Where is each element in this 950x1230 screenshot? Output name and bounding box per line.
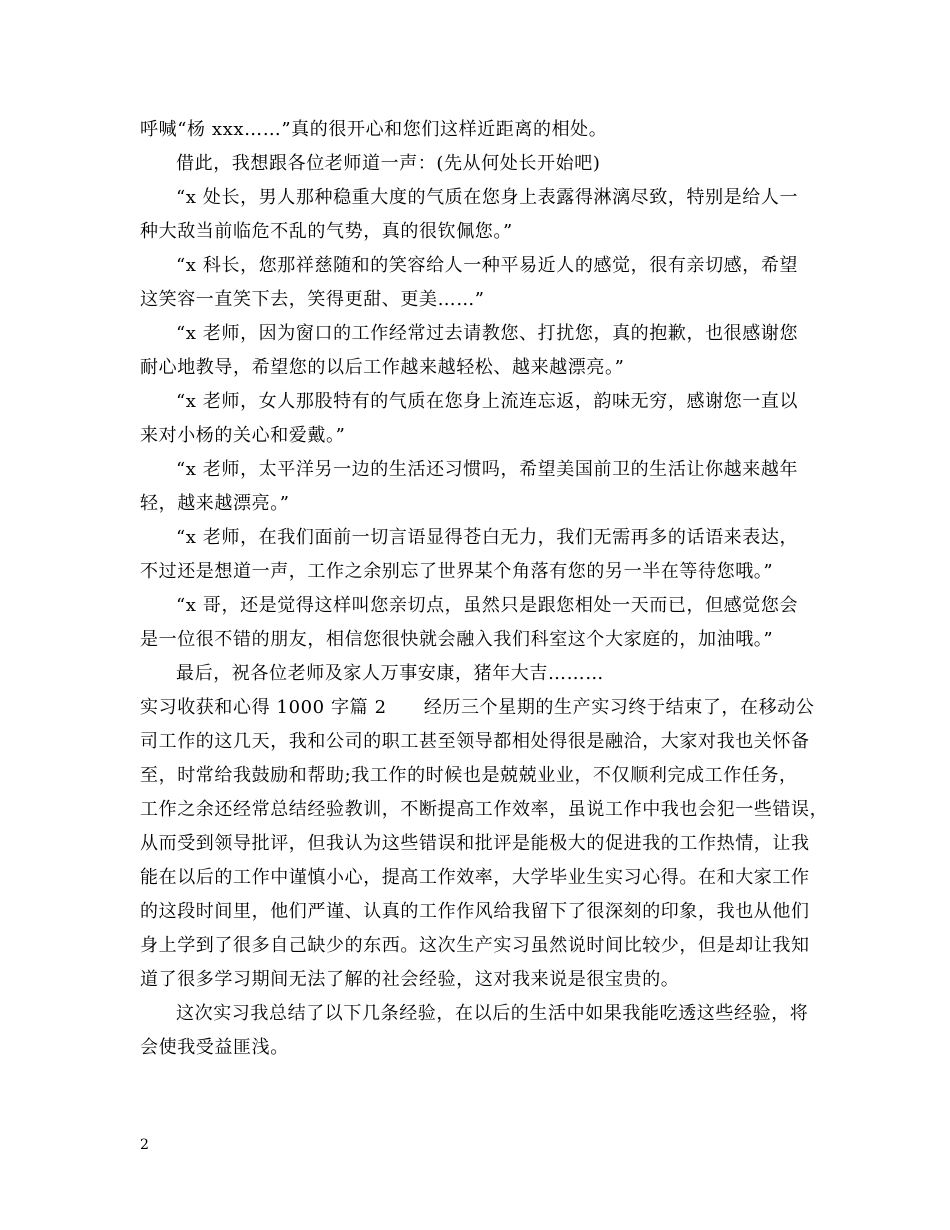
text-line: 从而受到领导批评，但我认为这些错误和批评是能极大的促进我的工作热情，让我 [140, 833, 810, 854]
text-line: 道了很多学习期间无法了解的社会经验，这对我来说是很宝贵的。 [140, 969, 680, 990]
text-line: 司工作的这几天，我和公司的职工甚至领导都相处得很是融洽，大家对我也关怀备 [140, 731, 810, 752]
text-line: “x 老师，太平洋另一边的生活还习惯吗，希望美国前卫的生活让你越来越年 [176, 459, 799, 480]
text-line: “x 老师，因为窗口的工作经常过去请教您、打扰您，真的抱歉，也很感谢您 [176, 323, 799, 344]
text-line: “x 老师，女人那股特有的气质在您身上流连忘返，韵味无穷，感谢您一直以 [176, 391, 799, 412]
text-line: 轻，越来越漂亮。” [140, 493, 290, 514]
text-line: 身上学到了很多自己缺少的东西。这次生产实习虽然说时间比较少，但是却让我知 [140, 935, 810, 956]
text-line: 种大敌当前临危不乱的气势，真的很钦佩您。” [140, 221, 513, 242]
text-line: 是一位很不错的朋友，相信您很快就会融入我们科室这个大家庭的，加油哦。” [140, 629, 774, 650]
text-line: 能在以后的工作中谨慎小心，提高工作效率，大学毕业生实习心得。在和大家工作 [140, 867, 810, 888]
text-line: 的这段时间里，他们严谨、认真的工作作风给我留下了很深刻的印象，我也从他们 [140, 901, 810, 922]
text-line: “x 哥，还是觉得这样叫您亲切点，虽然只是跟您相处一天而已，但感觉您会 [176, 595, 799, 616]
text-line: “x 处长，男人那种稳重大度的气质在您身上表露得淋漓尽致，特别是给人一 [176, 187, 799, 208]
text-line: 来对小杨的关心和爱戴。” [140, 425, 346, 446]
text-line: 这次实习我总结了以下几条经验，在以后的生活中如果我能吃透这些经验，将 [176, 1003, 809, 1024]
text-line: 实习收获和心得 1000 字篇 2 经历三个星期的生产实习终于结束了，在移动公 [140, 697, 815, 718]
text-line: 耐心地教导，希望您的以后工作越来越轻松、越来越漂亮。” [140, 357, 625, 378]
page-number: 2 [140, 1137, 149, 1153]
text-line: “x 老师，在我们面前一切言语显得苍白无力，我们无需再多的话语来表达， [176, 527, 799, 548]
text-line: 最后，祝各位老师及家人万事安康，猪年大吉……… [176, 663, 604, 684]
text-line: 借此，我想跟各位老师道一声：(先从何处长开始吧) [176, 153, 601, 174]
text-line: 不过还是想道一声，工作之余别忘了世界某个角落有您的另一半在等待您哦。” [140, 561, 774, 582]
text-line: 会使我受益匪浅。 [140, 1037, 289, 1058]
text-line: 这笑容一直笑下去，笑得更甜、更美……” [140, 289, 485, 310]
text-line: 至，时常给我鼓励和帮助;我工作的时候也是兢兢业业，不仅顺利完成工作任务， [140, 765, 798, 786]
text-line: 呼喊“杨 xxx……”真的很开心和您们这样近距离的相处。 [140, 119, 608, 140]
text-line: 工作之余还经常总结经验教训，不断提高工作效率，虽说工作中我也会犯一些错误， [140, 799, 829, 820]
text-line: “x 科长，您那祥慈随和的笑容给人一种平易近人的感觉，很有亲切感，希望 [176, 255, 799, 276]
